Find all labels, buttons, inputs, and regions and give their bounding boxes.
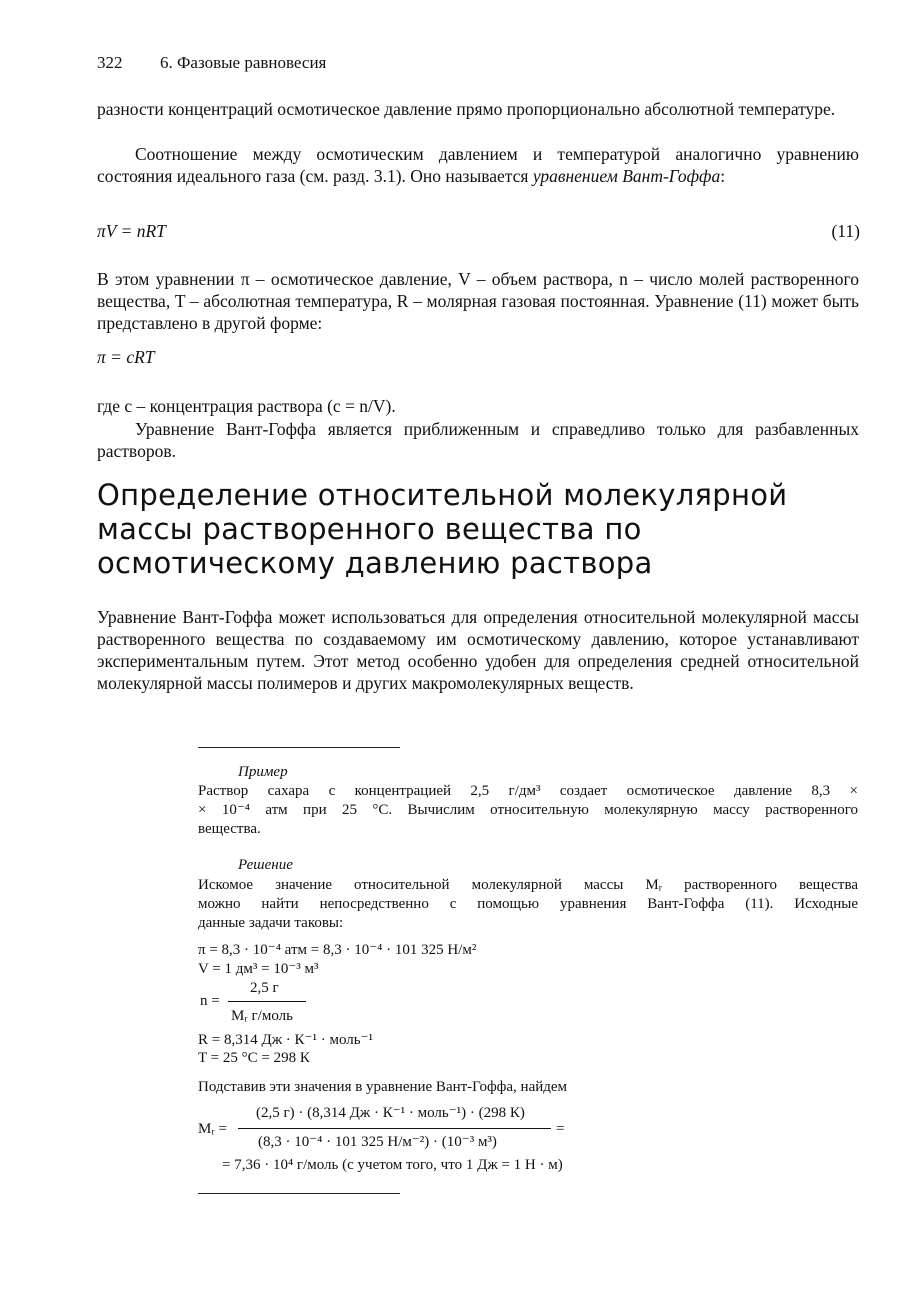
formula-numerator: (2,5 г) · (8,314 Дж · К⁻¹ · моль⁻¹) · (298 К) <box>256 1105 525 1121</box>
paragraph-4: где c – концентрация раствора (c = n/V). <box>97 396 396 416</box>
formula-fraction-bar <box>238 1128 551 1129</box>
paragraph-1: разности концентраций осмотическое давление прямо пропорционально абсолютной температуре. <box>97 99 836 119</box>
given-n-numerator: 2,5 г <box>250 980 279 996</box>
formula-result: = 7,36 · 10⁴ г/моль (с учетом того, что 1 Дж = 1 Н · м) <box>222 1157 563 1173</box>
given-pressure: π = 8,3 · 10⁻⁴ атм = 8,3 · 10⁻⁴ · 101 325 Н/м² <box>198 942 477 958</box>
formula-lhs: Mᵣ = <box>198 1121 227 1137</box>
given-n-denominator: Mᵣ г/моль <box>231 1008 293 1024</box>
solution-text-line-2: можно найти непосредственно с помощью уравнения Вант-Гоффа (11). Исходные <box>198 896 858 912</box>
formula-denominator: (8,3 · 10⁻⁴ · 101 325 Н/м⁻²) · (10⁻³ м³) <box>258 1134 497 1150</box>
paragraph-2-end: : <box>720 166 726 186</box>
given-gas-constant: R = 8,314 Дж · К⁻¹ · моль⁻¹ <box>198 1032 374 1048</box>
example-text-line-2: × 10⁻⁴ атм при 25 °С. Вычислим относительную молекулярную массу растворенного <box>198 802 858 818</box>
formula-equals: = <box>556 1121 565 1137</box>
paragraph-6: Уравнение Вант-Гоффа может использоваться для определения относительной молекулярной массы растворенного вещества по создаваемому им осмотическому давлению, которое устанавливают экспериментальным путем. Этот метод особенно удобен для определения средней относительной молекулярной массы полимеров и других макромолекулярных веществ. <box>97 607 859 693</box>
solution-title: Решение <box>238 857 293 873</box>
equation-11: πV = nRT <box>97 221 166 241</box>
paragraph-3: В этом уравнении π – осмотическое давление, V – объем раствора, n – число молей растворенного вещества, T – абсолютная температура, R – молярная газовая постоянная. Уравнение (11) может быть представлено в другой форме: <box>97 269 859 333</box>
substitution-text: Подставив эти значения в уравнение Вант-Гоффа, найдем <box>198 1079 568 1095</box>
given-n-fraction-bar <box>228 1001 306 1002</box>
example-top-rule <box>198 747 400 748</box>
section-heading-line-1: Определение относительной молекулярной <box>97 478 788 512</box>
given-n-lhs: n = <box>200 993 220 1009</box>
solution-text-line-1: Искомое значение относительной молекулярной массы Mᵣ растворенного вещества <box>198 877 858 893</box>
given-volume: V = 1 дм³ = 10⁻³ м³ <box>198 961 319 977</box>
example-text-line-1: Раствор сахара с концентрацией 2,5 г/дм³ создает осмотическое давление 8,3 × <box>198 783 858 799</box>
solution-text-line-3: данные задачи таковы: <box>198 915 344 931</box>
section-heading <box>97 478 877 580</box>
equation-11-number: (11) <box>831 221 860 241</box>
section-heading-line-2: массы растворенного вещества по <box>97 512 642 546</box>
section-heading-line-3: осмотическому давлению раствора <box>97 546 653 580</box>
page-number: 322 <box>97 53 123 72</box>
running-header-chapter: 6. Фазовые равновесия <box>160 53 327 72</box>
term-vant-hoff-equation: уравнением Вант-Гоффа <box>532 166 721 186</box>
paragraph-5: Уравнение Вант-Гоффа является приближенным и справедливо только для разбавленных растворов. <box>97 419 859 461</box>
paragraph-2 <box>97 143 859 187</box>
example-text-line-3: вещества. <box>198 821 261 837</box>
given-temperature: T = 25 °С = 298 К <box>198 1050 310 1066</box>
paragraph-2-text: Соотношение между осмотическим давлением и температурой аналогично уравнению состояния идеального газа (см. разд. 3.1). Оно называется <box>97 144 859 186</box>
example-bottom-rule <box>198 1193 400 1194</box>
equation-osmotic: π = cRT <box>97 347 155 367</box>
example-title: Пример <box>238 764 288 780</box>
